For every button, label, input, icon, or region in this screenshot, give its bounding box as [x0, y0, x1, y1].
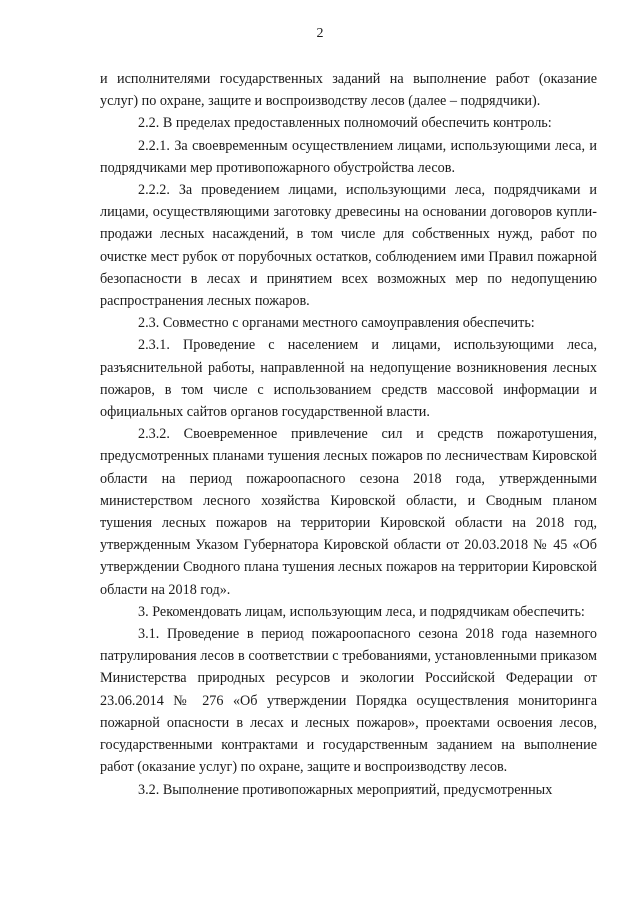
paragraph-2-2-1: 2.2.1. За своевременным осуществлением лицами, использующими леса, и подрядчиками мер противопожарного обустройства лесов. [100, 137, 597, 176]
paragraph-3-2: 3.2. Выполнение противопожарных мероприятий, предусмотренных [138, 781, 553, 798]
paragraph-3: 3. Рекомендовать лицам, использующим леса, и подрядчикам обеспечить: [138, 603, 585, 620]
document-body [100, 68, 597, 801]
paragraph-2-2: 2.2. В пределах предоставленных полномочий обеспечить контроль: [138, 115, 552, 132]
paragraph-2-3: 2.3. Совместно с органами местного самоуправления обеспечить: [138, 315, 535, 332]
paragraph-2-2-2: 2.2.2. За проведением лицами, использующими леса, подрядчиками и лицами, осуществляющими заготовку древесины на основании договоров купли-продажи лесных насаждений, в том числе для собственных нужд, работ по очистке мест рубок от порубочных остатков, соблюдением ими Правил пожарной безопасности в лесах и принятием всех возможных мер по недопущению распространения лесных пожаров. [100, 182, 597, 310]
paragraph-3-1: 3.1. Проведение в период пожароопасного сезона 2018 года наземного патрулирования лесов в соответствии с требованиями, установленными приказом Министерства природных ресурсов и экологии Российской Федерации от 23.06.2014 № 276 «Об утверждении Порядка осуществления мониторинга пожарной опасности в лесах и лесных пожаров», проектами освоения лесов, государственными контрактами и государственным заданием на выполнение работ (оказание услуг) по охране, защите и воспроизводству лесов. [100, 626, 597, 776]
paragraph-2-3-1: 2.3.1. Проведение с населением и лицами, использующими леса, разъяснительной работы, направленной на недопущение возникновения лесных пожаров, в том числе с использованием средств массовой информации и официальных сайтов органов государственной власти. [100, 337, 597, 421]
page-number: 2 [316, 26, 324, 41]
paragraph-2-3-2: 2.3.2. Своевременное привлечение сил и средств пожаротушения, предусмотренных планами тушения лесных пожаров по лесничествам Кировской области на период пожароопасного сезона 2018 года, утвержденными министерством лесного хозяйства Кировской области, и Сводным планом тушения лесных пожаров на территории Кировской области на 2018 год, утвержденным Указом Губернатора Кировской области от 20.03.2018 № 45 «Об утверждении Сводного плана тушения лесных пожаров на территории Кировской области на 2018 год». [100, 426, 597, 598]
paragraph: и исполнителями государственных заданий на выполнение работ (оказание услуг) по охране, защите и воспроизводству лесов (далее – подрядчики). [100, 71, 597, 110]
